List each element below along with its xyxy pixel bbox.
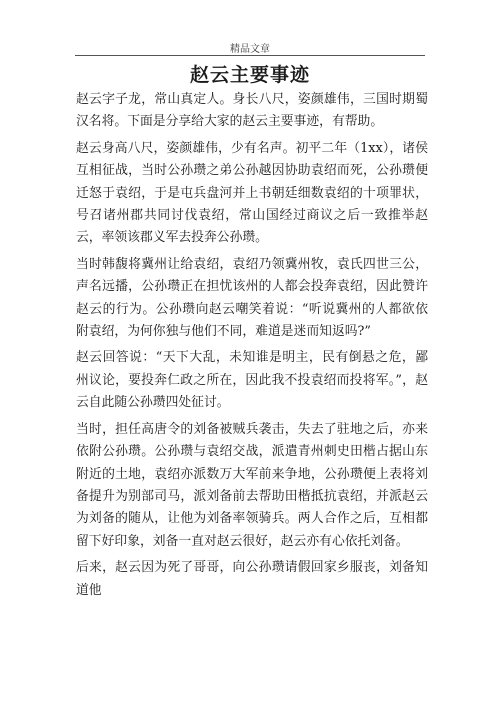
paragraph: 当时，担任高唐令的刘备被贼兵袭击，失去了驻地之后，亦来依附公孙瓒。公孙瓒与袁绍交战，派遣青州刺史田楷占据山东附近的土地，袁绍亦派数万大军前来争地，公孙瓒便上表将刘备提升为别部司马，派刘备前去帮助田楷抵抗袁绍，并派赵云为刘备的随从，让他为刘备率领骑兵。两人合作之后，互相都留下好印象，刘备一直对赵云很好，赵云亦有心依托刘备。 (76, 421, 428, 549)
header-label: 精品文章 (230, 44, 270, 55)
paragraph: 赵云字子龙，常山真定人。身长八尺，姿颜雄伟，三国时期蜀汉名将。下面是分享给大家的赵云主要事迹，有帮助。 (76, 92, 428, 130)
header-divider (75, 55, 425, 56)
article-body (76, 89, 428, 606)
paragraph: 赵云回答说：“天下大乱，未知谁是明主，民有倒悬之危，鄙州议论，要投奔仁政之所在，因此我不投袁绍而投将军。”，赵云自此随公孙瓒四处征讨。 (76, 350, 428, 411)
article-title: 赵云主要事迹 (189, 64, 310, 86)
paragraph: 赵云身高八尺，姿颜雄伟，少有名声。初平二年（1xx），诸侯互相征战，当时公孙瓒之弟公孙越因协助袁绍而死，公孙瓒便迁怒于袁绍，于是屯兵盘河并上书朝廷细数袁绍的十项罪状，号召诸州郡共同讨伐袁绍，常山国经过商议之后一致推举赵云，率领该郡义军去投奔公孙瓒。 (76, 140, 428, 246)
paragraph: 后来，赵云因为死了哥哥，向公孙瓒请假回家乡服丧，刘备知道他 (76, 560, 428, 598)
paragraph: 当时韩馥将冀州让给袁绍，袁绍乃领冀州牧，袁氏四世三公，声名远播，公孙瓒正在担忧该州的人都会投奔袁绍，因此赞许赵云的行为。公孙瓒向赵云嘲笑着说：“听说冀州的人都欲依附袁绍，为何你独与他们不同，难道是迷而知返吗?” (76, 256, 428, 340)
